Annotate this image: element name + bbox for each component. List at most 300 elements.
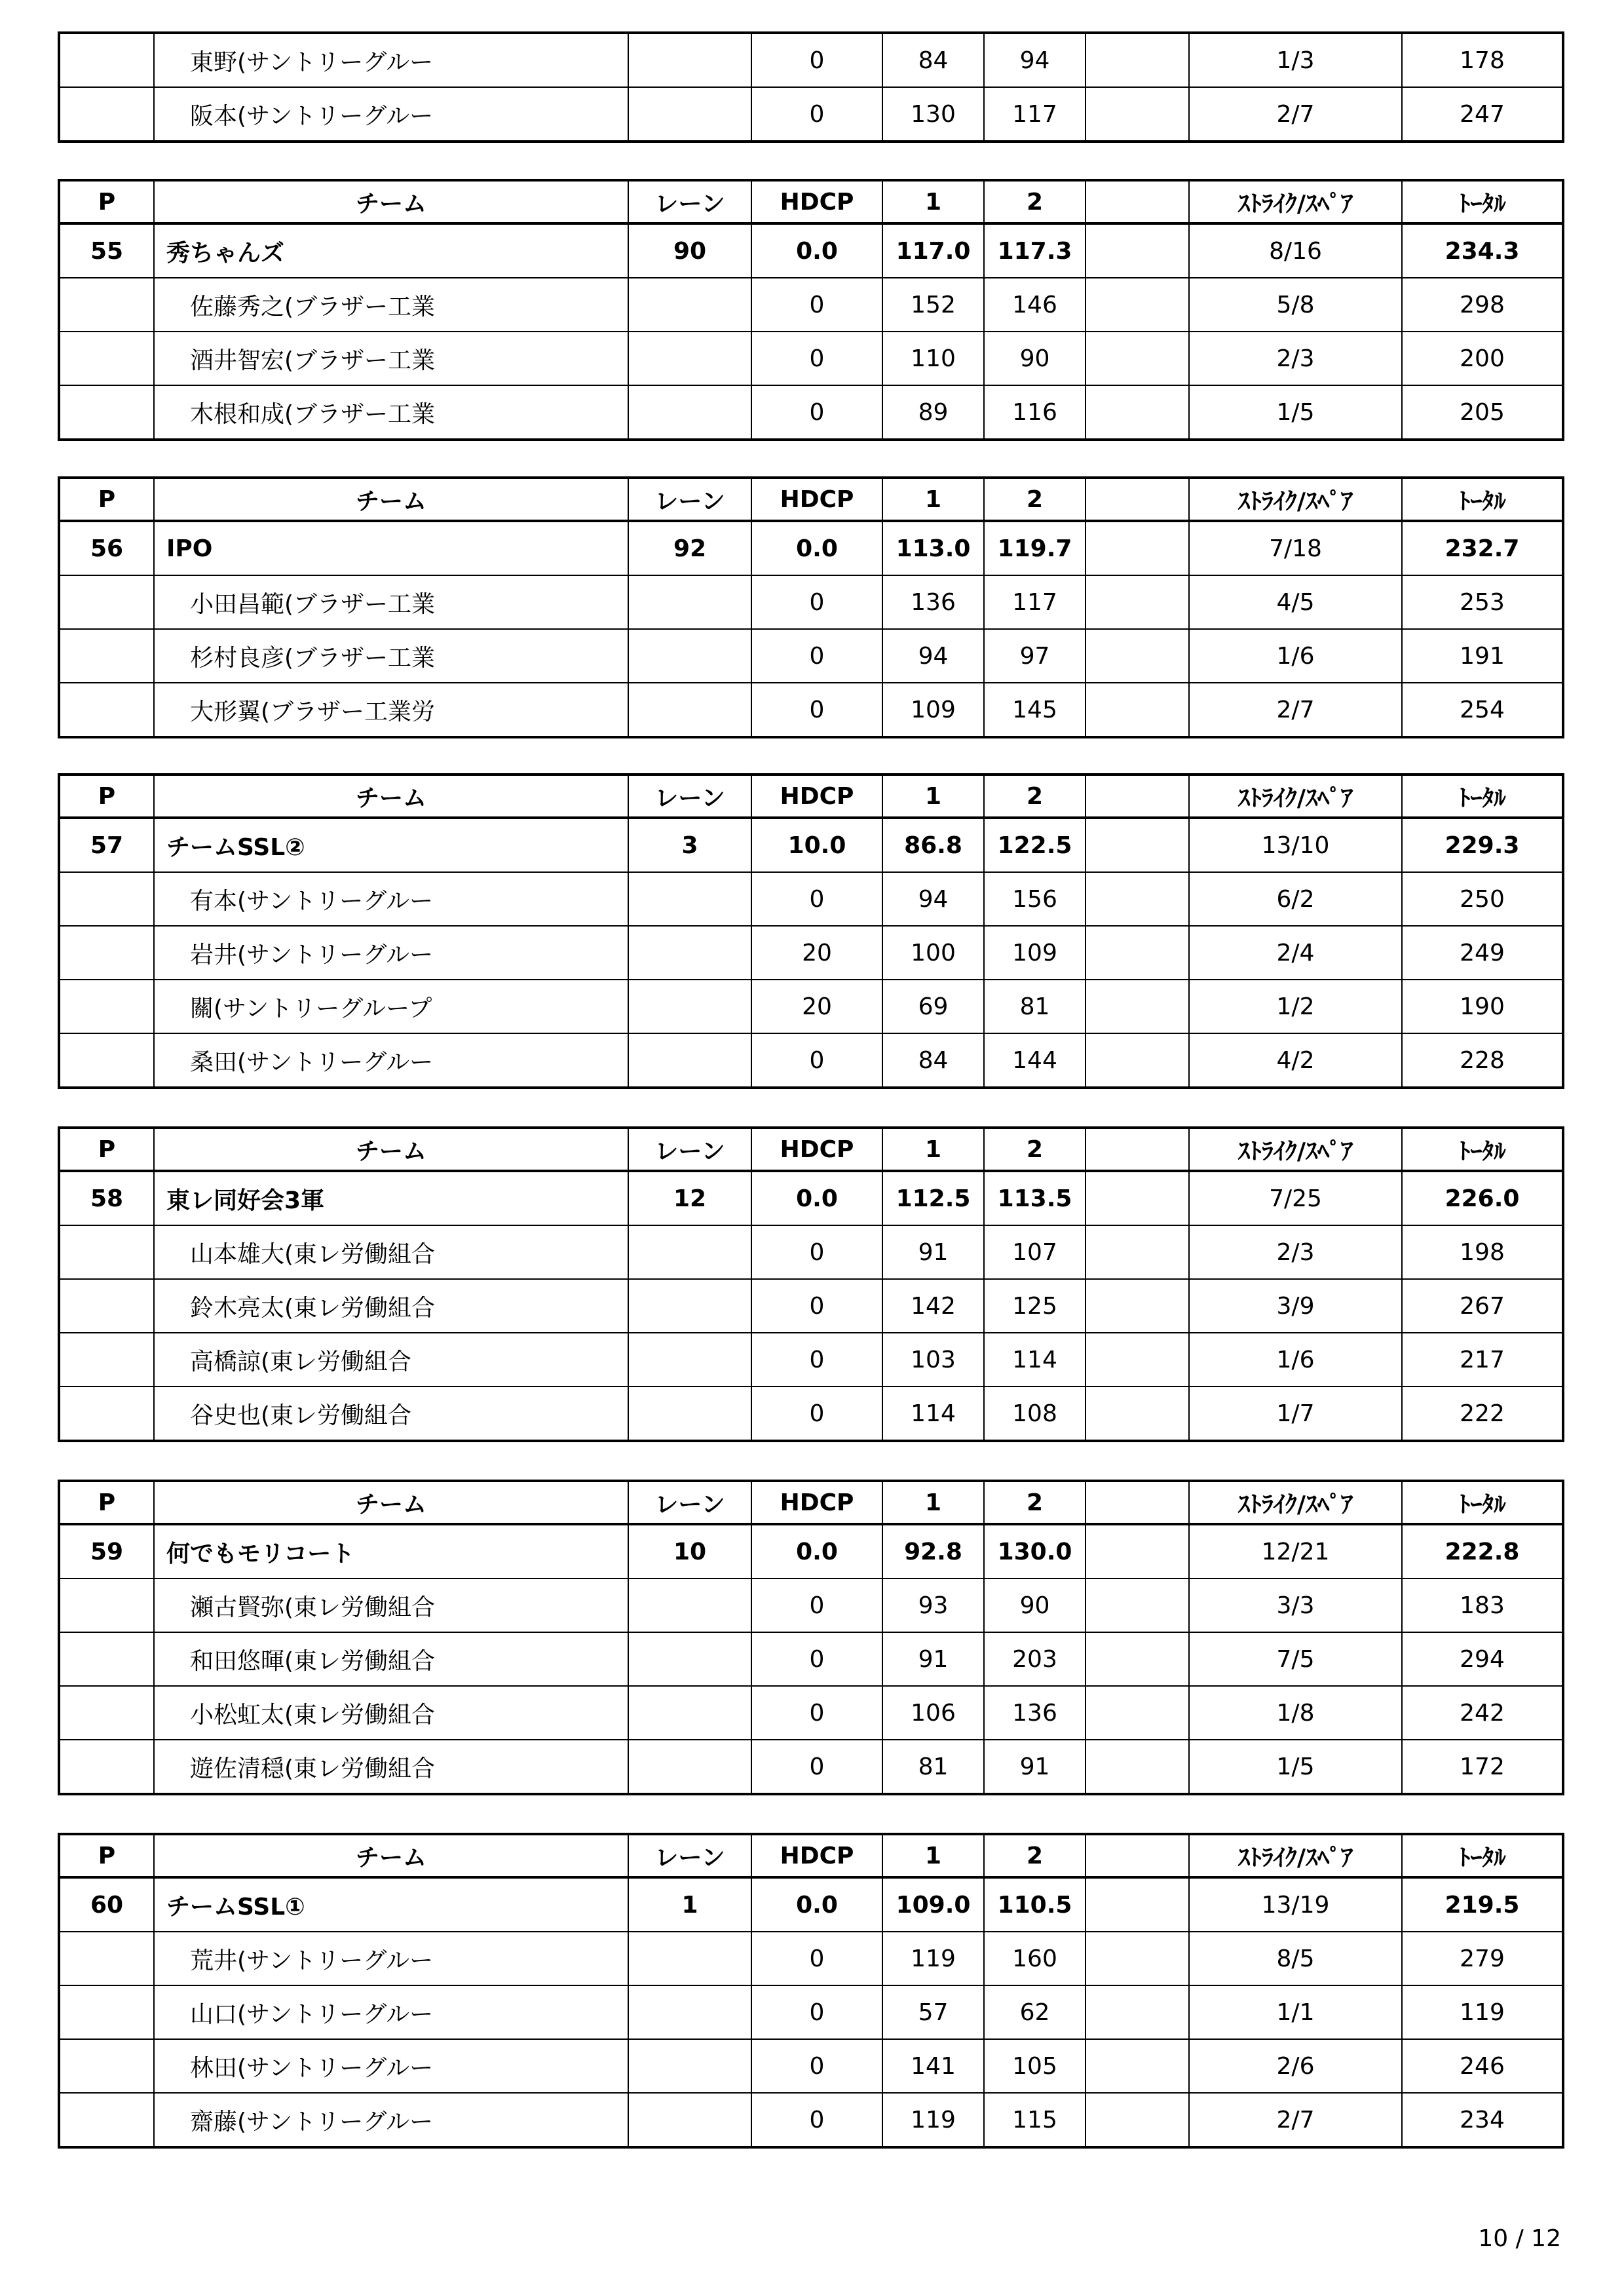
member-position xyxy=(59,1279,154,1333)
member-strike-spare: 3/3 xyxy=(1189,1578,1402,1632)
member-game-2: 91 xyxy=(984,1740,1086,1794)
member-hdcp: 0 xyxy=(751,1333,882,1387)
member-row xyxy=(59,1740,1563,1794)
member-row xyxy=(59,1985,1563,2039)
header-team: チーム xyxy=(154,1128,628,1171)
team-strike-spare: 7/25 xyxy=(1189,1171,1402,1225)
member-hdcp: 0 xyxy=(751,1932,882,1985)
header-total: ﾄｰﾀﾙ xyxy=(1402,1128,1563,1171)
member-hdcp: 0 xyxy=(751,2039,882,2093)
member-position xyxy=(59,1578,154,1632)
member-hdcp: 0 xyxy=(751,1578,882,1632)
team-game-2: 110.5 xyxy=(984,1877,1086,1932)
member-blank xyxy=(1086,872,1189,926)
member-game-1: 93 xyxy=(882,1578,984,1632)
member-lane xyxy=(628,926,751,980)
header-hdcp: HDCP xyxy=(751,775,882,818)
member-hdcp: 0 xyxy=(751,1387,882,1441)
member-name: 荒井(サントリーグルー xyxy=(154,1932,628,1985)
team-game-2: 117.3 xyxy=(984,223,1086,278)
member-blank xyxy=(1086,1225,1189,1279)
header-lane: レーン xyxy=(628,1834,751,1877)
team-game-1: 113.0 xyxy=(882,521,984,575)
member-lane xyxy=(628,575,751,629)
team-row xyxy=(59,1524,1563,1578)
team-position: 56 xyxy=(59,521,154,575)
member-name: 小松虹太(東レ労働組合 xyxy=(154,1686,628,1740)
member-position xyxy=(59,2093,154,2147)
header-game-2: 2 xyxy=(984,180,1086,223)
member-name: 瀬古賢弥(東レ労働組合 xyxy=(154,1578,628,1632)
member-blank xyxy=(1086,575,1189,629)
member-strike-spare: 1/5 xyxy=(1189,1740,1402,1794)
member-blank xyxy=(1086,1985,1189,2039)
team-hdcp: 10.0 xyxy=(751,818,882,872)
header-strike-spare: ｽﾄﾗｲｸ/ｽﾍﾟｱ xyxy=(1189,478,1402,521)
member-total: 267 xyxy=(1402,1279,1563,1333)
member-strike-spare: 2/4 xyxy=(1189,926,1402,980)
member-lane xyxy=(628,1033,751,1088)
member-position xyxy=(59,332,154,385)
member-blank xyxy=(1086,1387,1189,1441)
header-row xyxy=(59,180,1563,223)
member-position xyxy=(59,1932,154,1985)
member-game-1: 136 xyxy=(882,575,984,629)
header-team: チーム xyxy=(154,180,628,223)
member-total: 228 xyxy=(1402,1033,1563,1088)
member-strike-spare: 4/2 xyxy=(1189,1033,1402,1088)
member-total: 250 xyxy=(1402,872,1563,926)
header-team: チーム xyxy=(154,1834,628,1877)
header-game-1: 1 xyxy=(882,478,984,521)
member-game-1: 91 xyxy=(882,1225,984,1279)
team-strike-spare: 8/16 xyxy=(1189,223,1402,278)
member-position xyxy=(59,926,154,980)
member-lane xyxy=(628,1686,751,1740)
member-game-2: 108 xyxy=(984,1387,1086,1441)
header-strike-spare: ｽﾄﾗｲｸ/ｽﾍﾟｱ xyxy=(1189,1834,1402,1877)
member-hdcp: 0 xyxy=(751,1985,882,2039)
member-name: 鈴木亮太(東レ労働組合 xyxy=(154,1279,628,1333)
member-hdcp: 0 xyxy=(751,683,882,737)
member-name: 大形翼(ブラザー工業労 xyxy=(154,683,628,737)
member-game-1: 94 xyxy=(882,872,984,926)
member-game-2: 125 xyxy=(984,1279,1086,1333)
member-strike-spare: 2/3 xyxy=(1189,1225,1402,1279)
team-strike-spare: 13/19 xyxy=(1189,1877,1402,1932)
member-game-2: 114 xyxy=(984,1333,1086,1387)
member-position xyxy=(59,1333,154,1387)
member-name: 岩井(サントリーグルー xyxy=(154,926,628,980)
member-game-2: 145 xyxy=(984,683,1086,737)
member-blank xyxy=(1086,980,1189,1033)
member-blank xyxy=(1086,1578,1189,1632)
header-blank xyxy=(1086,1481,1189,1524)
member-total: 119 xyxy=(1402,1985,1563,2039)
member-blank xyxy=(1086,629,1189,683)
member-game-2: 117 xyxy=(984,575,1086,629)
member-row xyxy=(59,683,1563,737)
member-lane xyxy=(628,1225,751,1279)
member-lane xyxy=(628,872,751,926)
member-blank xyxy=(1086,1686,1189,1740)
member-lane xyxy=(628,33,751,87)
member-game-2: 105 xyxy=(984,2039,1086,2093)
member-game-1: 94 xyxy=(882,629,984,683)
member-game-1: 130 xyxy=(882,87,984,142)
header-lane: レーン xyxy=(628,775,751,818)
header-row xyxy=(59,775,1563,818)
member-game-2: 62 xyxy=(984,1985,1086,2039)
team-game-1: 117.0 xyxy=(882,223,984,278)
member-game-2: 94 xyxy=(984,33,1086,87)
member-blank xyxy=(1086,1279,1189,1333)
team-blank xyxy=(1086,223,1189,278)
member-total: 242 xyxy=(1402,1686,1563,1740)
header-game-2: 2 xyxy=(984,1481,1086,1524)
team-name: 東レ同好会3軍 xyxy=(154,1171,628,1225)
member-blank xyxy=(1086,1932,1189,1985)
member-strike-spare: 1/3 xyxy=(1189,33,1402,87)
team-strike-spare: 13/10 xyxy=(1189,818,1402,872)
member-row xyxy=(59,629,1563,683)
member-lane xyxy=(628,278,751,332)
member-name: 齋藤(サントリーグルー xyxy=(154,2093,628,2147)
member-position xyxy=(59,980,154,1033)
member-lane xyxy=(628,2039,751,2093)
team-total: 219.5 xyxy=(1402,1877,1563,1932)
member-game-1: 142 xyxy=(882,1279,984,1333)
team-game-2: 130.0 xyxy=(984,1524,1086,1578)
member-game-1: 81 xyxy=(882,1740,984,1794)
team-table xyxy=(58,1126,1564,1442)
member-blank xyxy=(1086,683,1189,737)
member-lane xyxy=(628,1387,751,1441)
member-total: 246 xyxy=(1402,2039,1563,2093)
header-p: P xyxy=(59,180,154,223)
member-hdcp: 0 xyxy=(751,2093,882,2147)
team-blank xyxy=(1086,1877,1189,1932)
member-hdcp: 0 xyxy=(751,33,882,87)
header-hdcp: HDCP xyxy=(751,1481,882,1524)
header-total: ﾄｰﾀﾙ xyxy=(1402,478,1563,521)
member-total: 205 xyxy=(1402,385,1563,440)
team-total: 234.3 xyxy=(1402,223,1563,278)
member-hdcp: 20 xyxy=(751,926,882,980)
member-hdcp: 0 xyxy=(751,385,882,440)
member-row xyxy=(59,1033,1563,1088)
member-total: 222 xyxy=(1402,1387,1563,1441)
team-row xyxy=(59,223,1563,278)
member-blank xyxy=(1086,1333,1189,1387)
member-hdcp: 0 xyxy=(751,1740,882,1794)
header-hdcp: HDCP xyxy=(751,478,882,521)
team-total: 222.8 xyxy=(1402,1524,1563,1578)
team-hdcp: 0.0 xyxy=(751,521,882,575)
member-name: 小田昌範(ブラザー工業 xyxy=(154,575,628,629)
member-hdcp: 0 xyxy=(751,1033,882,1088)
member-position xyxy=(59,87,154,142)
header-row xyxy=(59,1481,1563,1524)
member-total: 191 xyxy=(1402,629,1563,683)
header-strike-spare: ｽﾄﾗｲｸ/ｽﾍﾟｱ xyxy=(1189,1481,1402,1524)
member-hdcp: 0 xyxy=(751,87,882,142)
header-game-1: 1 xyxy=(882,180,984,223)
member-row xyxy=(59,1578,1563,1632)
member-total: 279 xyxy=(1402,1932,1563,1985)
member-name: 谷史也(東レ労働組合 xyxy=(154,1387,628,1441)
member-game-2: 156 xyxy=(984,872,1086,926)
member-name: 關(サントリーグループ xyxy=(154,980,628,1033)
member-game-1: 89 xyxy=(882,385,984,440)
member-hdcp: 0 xyxy=(751,872,882,926)
team-game-1: 109.0 xyxy=(882,1877,984,1932)
member-game-2: 117 xyxy=(984,87,1086,142)
member-lane xyxy=(628,87,751,142)
member-position xyxy=(59,1387,154,1441)
team-position: 58 xyxy=(59,1171,154,1225)
header-row xyxy=(59,1128,1563,1171)
member-row xyxy=(59,1279,1563,1333)
member-name: 遊佐清穏(東レ労働組合 xyxy=(154,1740,628,1794)
team-row xyxy=(59,818,1563,872)
member-total: 200 xyxy=(1402,332,1563,385)
member-position xyxy=(59,629,154,683)
member-hdcp: 0 xyxy=(751,1279,882,1333)
team-lane: 10 xyxy=(628,1524,751,1578)
member-game-2: 146 xyxy=(984,278,1086,332)
header-game-2: 2 xyxy=(984,775,1086,818)
member-position xyxy=(59,1225,154,1279)
team-hdcp: 0.0 xyxy=(751,223,882,278)
member-game-1: 114 xyxy=(882,1387,984,1441)
header-game-1: 1 xyxy=(882,1128,984,1171)
member-row xyxy=(59,385,1563,440)
member-row xyxy=(59,1632,1563,1686)
member-row xyxy=(59,1686,1563,1740)
member-total: 172 xyxy=(1402,1740,1563,1794)
team-row xyxy=(59,521,1563,575)
header-game-2: 2 xyxy=(984,478,1086,521)
team-position: 57 xyxy=(59,818,154,872)
header-row xyxy=(59,478,1563,521)
member-position xyxy=(59,872,154,926)
member-total: 294 xyxy=(1402,1632,1563,1686)
team-table xyxy=(58,476,1564,738)
member-strike-spare: 2/6 xyxy=(1189,2039,1402,2093)
member-lane xyxy=(628,683,751,737)
team-table xyxy=(58,179,1564,441)
member-game-1: 106 xyxy=(882,1686,984,1740)
team-game-2: 119.7 xyxy=(984,521,1086,575)
member-hdcp: 20 xyxy=(751,980,882,1033)
member-name: 桑田(サントリーグルー xyxy=(154,1033,628,1088)
header-strike-spare: ｽﾄﾗｲｸ/ｽﾍﾟｱ xyxy=(1189,180,1402,223)
member-total: 190 xyxy=(1402,980,1563,1033)
member-blank xyxy=(1086,1632,1189,1686)
member-row xyxy=(59,1932,1563,1985)
header-total: ﾄｰﾀﾙ xyxy=(1402,180,1563,223)
member-name: 佐藤秀之(ブラザー工業 xyxy=(154,278,628,332)
member-lane xyxy=(628,1740,751,1794)
header-p: P xyxy=(59,478,154,521)
member-total: 254 xyxy=(1402,683,1563,737)
member-name: 東野(サントリーグルー xyxy=(154,33,628,87)
team-lane: 1 xyxy=(628,1877,751,1932)
member-hdcp: 0 xyxy=(751,1632,882,1686)
member-row xyxy=(59,2093,1563,2147)
header-game-1: 1 xyxy=(882,1834,984,1877)
continued-members-table xyxy=(58,31,1564,143)
member-position xyxy=(59,385,154,440)
header-lane: レーン xyxy=(628,478,751,521)
member-position xyxy=(59,2039,154,2093)
member-hdcp: 0 xyxy=(751,278,882,332)
member-position xyxy=(59,1740,154,1794)
member-row xyxy=(59,332,1563,385)
member-game-1: 119 xyxy=(882,2093,984,2147)
member-row xyxy=(59,33,1563,87)
member-game-2: 90 xyxy=(984,1578,1086,1632)
member-game-1: 109 xyxy=(882,683,984,737)
member-strike-spare: 1/1 xyxy=(1189,1985,1402,2039)
member-name: 木根和成(ブラザー工業 xyxy=(154,385,628,440)
member-game-2: 203 xyxy=(984,1632,1086,1686)
header-blank xyxy=(1086,478,1189,521)
member-game-2: 160 xyxy=(984,1932,1086,1985)
team-blank xyxy=(1086,521,1189,575)
team-game-1: 86.8 xyxy=(882,818,984,872)
header-total: ﾄｰﾀﾙ xyxy=(1402,1481,1563,1524)
header-hdcp: HDCP xyxy=(751,1834,882,1877)
member-lane xyxy=(628,2093,751,2147)
team-blank xyxy=(1086,818,1189,872)
team-name: 何でもモリコート xyxy=(154,1524,628,1578)
member-lane xyxy=(628,332,751,385)
member-blank xyxy=(1086,332,1189,385)
team-total: 232.7 xyxy=(1402,521,1563,575)
member-strike-spare: 3/9 xyxy=(1189,1279,1402,1333)
member-hdcp: 0 xyxy=(751,332,882,385)
team-game-1: 92.8 xyxy=(882,1524,984,1578)
member-name: 高橋諒(東レ労働組合 xyxy=(154,1333,628,1387)
member-total: 178 xyxy=(1402,33,1563,87)
header-strike-spare: ｽﾄﾗｲｸ/ｽﾍﾟｱ xyxy=(1189,775,1402,818)
member-position xyxy=(59,1033,154,1088)
header-lane: レーン xyxy=(628,180,751,223)
member-row xyxy=(59,278,1563,332)
member-row xyxy=(59,1333,1563,1387)
header-game-1: 1 xyxy=(882,775,984,818)
member-total: 253 xyxy=(1402,575,1563,629)
member-game-1: 84 xyxy=(882,33,984,87)
member-strike-spare: 1/5 xyxy=(1189,385,1402,440)
member-strike-spare: 5/8 xyxy=(1189,278,1402,332)
member-blank xyxy=(1086,87,1189,142)
team-row xyxy=(59,1171,1563,1225)
member-total: 247 xyxy=(1402,87,1563,142)
member-lane xyxy=(628,385,751,440)
member-name: 林田(サントリーグルー xyxy=(154,2039,628,2093)
member-strike-spare: 1/7 xyxy=(1189,1387,1402,1441)
team-name: チームSSL① xyxy=(154,1877,628,1932)
member-total: 198 xyxy=(1402,1225,1563,1279)
member-position xyxy=(59,575,154,629)
header-p: P xyxy=(59,1481,154,1524)
member-lane xyxy=(628,1632,751,1686)
member-blank xyxy=(1086,1740,1189,1794)
header-p: P xyxy=(59,1834,154,1877)
member-blank xyxy=(1086,2093,1189,2147)
team-blank xyxy=(1086,1171,1189,1225)
header-game-2: 2 xyxy=(984,1128,1086,1171)
member-row xyxy=(59,87,1563,142)
member-hdcp: 0 xyxy=(751,1225,882,1279)
member-name: 阪本(サントリーグルー xyxy=(154,87,628,142)
member-name: 山口(サントリーグルー xyxy=(154,1985,628,2039)
member-game-2: 109 xyxy=(984,926,1086,980)
member-row xyxy=(59,872,1563,926)
team-strike-spare: 12/21 xyxy=(1189,1524,1402,1578)
member-game-2: 81 xyxy=(984,980,1086,1033)
member-total: 234 xyxy=(1402,2093,1563,2147)
member-position xyxy=(59,278,154,332)
team-position: 55 xyxy=(59,223,154,278)
header-blank xyxy=(1086,1834,1189,1877)
member-game-2: 136 xyxy=(984,1686,1086,1740)
member-lane xyxy=(628,1279,751,1333)
team-total: 229.3 xyxy=(1402,818,1563,872)
member-game-2: 90 xyxy=(984,332,1086,385)
member-row xyxy=(59,980,1563,1033)
header-row xyxy=(59,1834,1563,1877)
member-game-2: 115 xyxy=(984,2093,1086,2147)
header-lane: レーン xyxy=(628,1481,751,1524)
header-team: チーム xyxy=(154,478,628,521)
member-strike-spare: 2/7 xyxy=(1189,2093,1402,2147)
member-position xyxy=(59,1632,154,1686)
team-name: IPO xyxy=(154,521,628,575)
member-total: 183 xyxy=(1402,1578,1563,1632)
team-name: チームSSL② xyxy=(154,818,628,872)
member-hdcp: 0 xyxy=(751,1686,882,1740)
member-name: 酒井智宏(ブラザー工業 xyxy=(154,332,628,385)
header-game-2: 2 xyxy=(984,1834,1086,1877)
header-team: チーム xyxy=(154,1481,628,1524)
team-lane: 12 xyxy=(628,1171,751,1225)
team-lane: 3 xyxy=(628,818,751,872)
member-lane xyxy=(628,980,751,1033)
member-name: 山本雄大(東レ労働組合 xyxy=(154,1225,628,1279)
team-hdcp: 0.0 xyxy=(751,1524,882,1578)
header-strike-spare: ｽﾄﾗｲｸ/ｽﾍﾟｱ xyxy=(1189,1128,1402,1171)
team-blank xyxy=(1086,1524,1189,1578)
member-name: 和田悠暉(東レ労働組合 xyxy=(154,1632,628,1686)
member-name: 有本(サントリーグルー xyxy=(154,872,628,926)
member-game-1: 103 xyxy=(882,1333,984,1387)
member-position xyxy=(59,33,154,87)
member-row xyxy=(59,2039,1563,2093)
member-lane xyxy=(628,1333,751,1387)
member-lane xyxy=(628,629,751,683)
member-game-1: 100 xyxy=(882,926,984,980)
header-p: P xyxy=(59,775,154,818)
member-blank xyxy=(1086,1033,1189,1088)
member-game-1: 141 xyxy=(882,2039,984,2093)
team-name: 秀ちゃんズ xyxy=(154,223,628,278)
team-lane: 92 xyxy=(628,521,751,575)
team-table xyxy=(58,773,1564,1089)
